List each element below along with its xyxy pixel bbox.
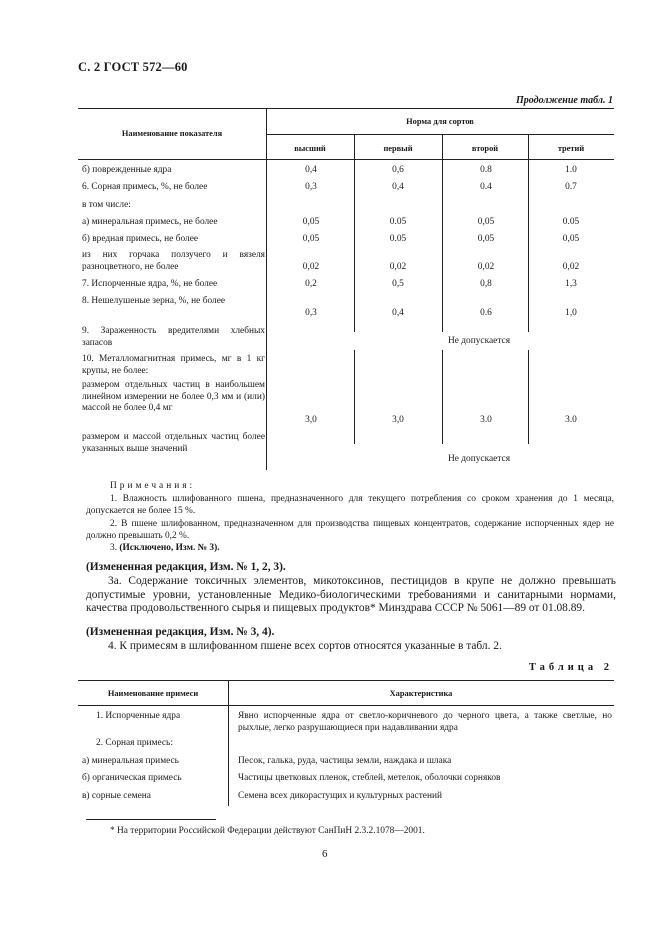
cell-value: 1,3	[565, 279, 577, 289]
row-label: б) вредная примесь, не более	[82, 234, 199, 244]
column-header-grade: второй	[471, 144, 499, 153]
cell-value: 0,4	[392, 182, 404, 192]
cell-value: 0,02	[477, 262, 495, 272]
note-3-text: (Исключено, Изм. № 3).	[119, 543, 220, 553]
cell-value: 0,05	[302, 217, 320, 227]
row-label: 8. Нешелушеные зерна, %, не более	[82, 296, 226, 306]
table-rule	[442, 350, 443, 444]
table-rule	[442, 134, 443, 332]
note-1: 1. Влажность шлифованного пшена, предназначенного для текущего потребления со сроком хранения до 1 месяца, допускается не более 15 %.	[86, 494, 614, 517]
cell-value: 0,05	[562, 234, 580, 244]
table-rule	[354, 350, 355, 444]
column-header-grade: высший	[294, 144, 326, 153]
cell-value: 0,5	[392, 279, 404, 289]
cell-value: 3,0	[305, 415, 317, 425]
cell-value: 0.05	[562, 217, 580, 227]
cell-value: 0,6	[392, 165, 404, 175]
cell-value: 3.0	[480, 415, 492, 425]
column-header-description: Характеристика	[389, 689, 453, 698]
cell-value: 0.7	[565, 182, 577, 192]
cell-value: 0.05	[389, 234, 407, 244]
cell-value: 3,0	[392, 415, 404, 425]
cell-value: 0,02	[302, 262, 320, 272]
cell-value: 0,02	[562, 262, 580, 272]
table-rule	[528, 134, 529, 332]
table-2	[78, 680, 614, 806]
cell-value: 0,3	[305, 308, 317, 318]
impurity-name: в) сорные семена	[82, 791, 151, 801]
amendment-note: (Измененная редакция, Изм. № 1, 2, 3).	[86, 561, 286, 573]
cell-value: 0,05	[477, 234, 495, 244]
cell-value: 0,3	[305, 182, 317, 192]
column-header-grade: третий	[557, 144, 585, 153]
table-rule	[266, 108, 267, 470]
cell-value: 0,02	[389, 262, 407, 272]
cell-value: 0,05	[477, 217, 495, 227]
table-rule	[266, 134, 614, 135]
footnote-divider	[86, 819, 216, 820]
row-label: 9. Зараженность вредителями хлебных запасов	[82, 326, 265, 348]
table-rule	[528, 350, 529, 444]
impurity-description: Частицы цветковых пленок, стеблей, метелок, оболочки сорняков	[238, 773, 501, 783]
note-3-number: 3.	[110, 543, 118, 553]
table-rule	[78, 108, 614, 109]
row-label: 6. Сорная примесь, %, не более	[82, 182, 208, 192]
merged-cell: Не допускается	[447, 336, 511, 346]
merged-cell: Не допускается	[447, 454, 511, 464]
page-header: С. 2 ГОСТ 572—60	[78, 60, 188, 74]
table-rule	[354, 134, 355, 332]
cell-value: 0.8	[480, 165, 492, 175]
row-label: 10. Металломагнитная примесь, мг в 1 кг крупы, не более:	[82, 354, 265, 376]
cell-value: 0,8	[480, 279, 492, 289]
note-3	[110, 542, 410, 554]
cell-value: 0.4	[480, 182, 492, 192]
row-label: б) поврежденные ядра	[82, 165, 172, 175]
row-label: размером и массой отдельных частиц более указанных выше значений	[82, 432, 265, 454]
impurity-description: Песок, галька, руда, частицы земли, наждака и шлака	[238, 756, 452, 766]
column-header-indicator: Наименование показателя	[121, 129, 223, 138]
impurity-description: Явно испорченные ядра от светло-коричневого до черного цвета, а также светлые, но рыхлые, легко разрушающиеся при надавливании ядра	[238, 711, 612, 733]
row-label: 7. Испорченные ядра, %, не более	[82, 279, 218, 289]
cell-value: 0,2	[305, 279, 317, 289]
note-2: 2. В пшене шлифованном, предназначенном для производства пищевых концентратов, содержание испорченных ядер не должно превышать 0,2 %.	[86, 519, 614, 542]
table-continuation-label: Продолжение табл. 1	[515, 95, 613, 106]
paragraph-3a: 3а. Содержание токсичных элементов, микотоксинов, пестицидов в крупе не должно превышать допустимые уровни, установленные Медико-биологическими требованиями и санитарными нормами, качества продовольственного сырья и пищевых продуктов* Минздрава СССР № 5061—89 от 01.08.89.	[86, 575, 616, 615]
table-rule	[78, 705, 614, 706]
impurity-name: 1. Испорченные ядра	[96, 711, 181, 721]
row-label: размером отдельных частиц в наибольшем линейном измерении не более 0,3 мм и (или) массой не более 0,4 мг	[82, 380, 265, 413]
impurity-description: Семена всех дикорастущих и культурных растений	[238, 791, 443, 801]
paragraph-4: 4. К примесям в шлифованном пшене всех сортов относятся указанные в табл. 2.	[108, 640, 502, 652]
table-rule	[78, 680, 614, 681]
row-label: в том числе:	[82, 200, 131, 210]
cell-value: 3.0	[565, 415, 577, 425]
impurity-name: 2. Сорная примесь:	[96, 738, 173, 748]
page-number: 6	[322, 848, 328, 860]
table-2-title: Таблица 2	[528, 662, 613, 673]
impurity-name: а) минеральная примесь	[82, 756, 179, 766]
table-1	[78, 108, 614, 470]
table-rule	[78, 159, 614, 160]
cell-value: 1,0	[565, 308, 577, 318]
cell-value: 0.6	[480, 308, 492, 318]
row-label: из них горчака ползучего и вязеля разноцветного, не более	[82, 250, 265, 272]
cell-value: 0,05	[302, 234, 320, 244]
cell-value: 0,4	[392, 308, 404, 318]
cell-value: 0.05	[389, 217, 407, 227]
impurity-name: б) органическая примесь	[82, 773, 182, 783]
cell-value: 1.0	[565, 165, 577, 175]
column-header-impurity: Наименование примеси	[107, 689, 199, 698]
cell-value: 0,4	[305, 165, 317, 175]
column-header-norm: Норма для сортов	[406, 117, 474, 126]
footnote: * На территории Российской Федерации действуют СанПиН 2.3.2.1078—2001.	[110, 826, 425, 836]
notes-title: Примечания:	[110, 481, 196, 491]
row-label: а) минеральная примесь, не более	[82, 217, 218, 227]
column-header-grade: первый	[383, 144, 413, 153]
amendment-note: (Измененная редакция, Изм. № 3, 4).	[86, 626, 275, 638]
